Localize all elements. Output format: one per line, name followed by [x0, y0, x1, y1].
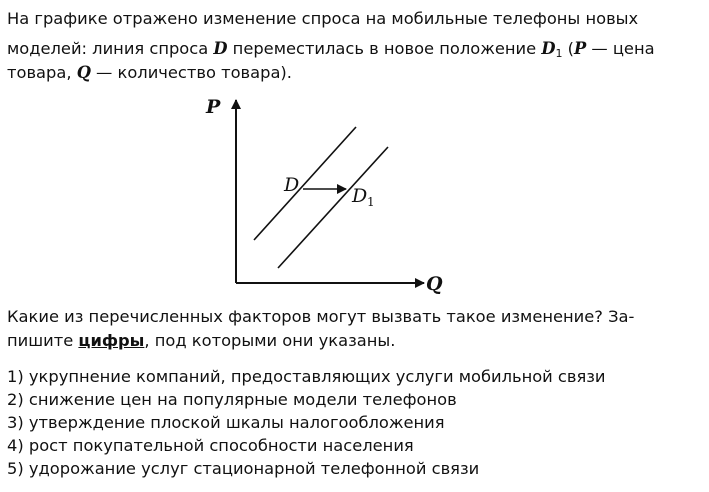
question-text: Какие из перечисленных факторов могут вызвать такое изменение? За-	[7, 307, 635, 326]
question-line-1	[7, 306, 634, 328]
option-2: 2) снижение цен на популярные модели телефонов	[7, 390, 457, 409]
question-line-2	[7, 330, 395, 352]
var-q: Q	[76, 63, 91, 82]
curve-d1-subscript: 1	[367, 195, 375, 209]
x-axis-label: Q	[426, 273, 443, 295]
emphasis-digits: цифры	[78, 331, 145, 350]
var-d: D	[213, 39, 228, 58]
question-text: , под которыми они указаны.	[144, 331, 396, 350]
intro-text: моделей: линия спроса	[7, 39, 214, 58]
option-4: 4) рост покупательной способности населения	[7, 436, 414, 455]
intro-text: (	[562, 39, 574, 58]
var-d1-subscript: 1	[555, 47, 563, 60]
curve-d1-label: D	[352, 185, 368, 207]
demand-curve-d	[254, 127, 356, 240]
intro-text: переместилась в новое положение	[227, 39, 542, 58]
option-5: 5) удорожание услуг стационарной телефонной связи	[7, 459, 480, 478]
intro-text: — цена	[586, 39, 655, 58]
intro-line-1-text: На графике отражено изменение спроса на мобильные телефоны новых	[7, 9, 639, 28]
intro-text: товара,	[7, 63, 77, 82]
question-text: пишите	[7, 331, 79, 350]
intro-text: — количество товара).	[90, 63, 292, 82]
option-3: 3) утверждение плоской шкалы налогообложения	[7, 413, 445, 432]
var-p: P	[573, 39, 587, 58]
curve-d-label: D	[284, 174, 300, 196]
option-1: 1) укрупнение компаний, предоставляющих услуги мобильной связи	[7, 367, 606, 386]
y-axis-label: P	[206, 96, 221, 118]
var-d1: D	[541, 39, 556, 58]
